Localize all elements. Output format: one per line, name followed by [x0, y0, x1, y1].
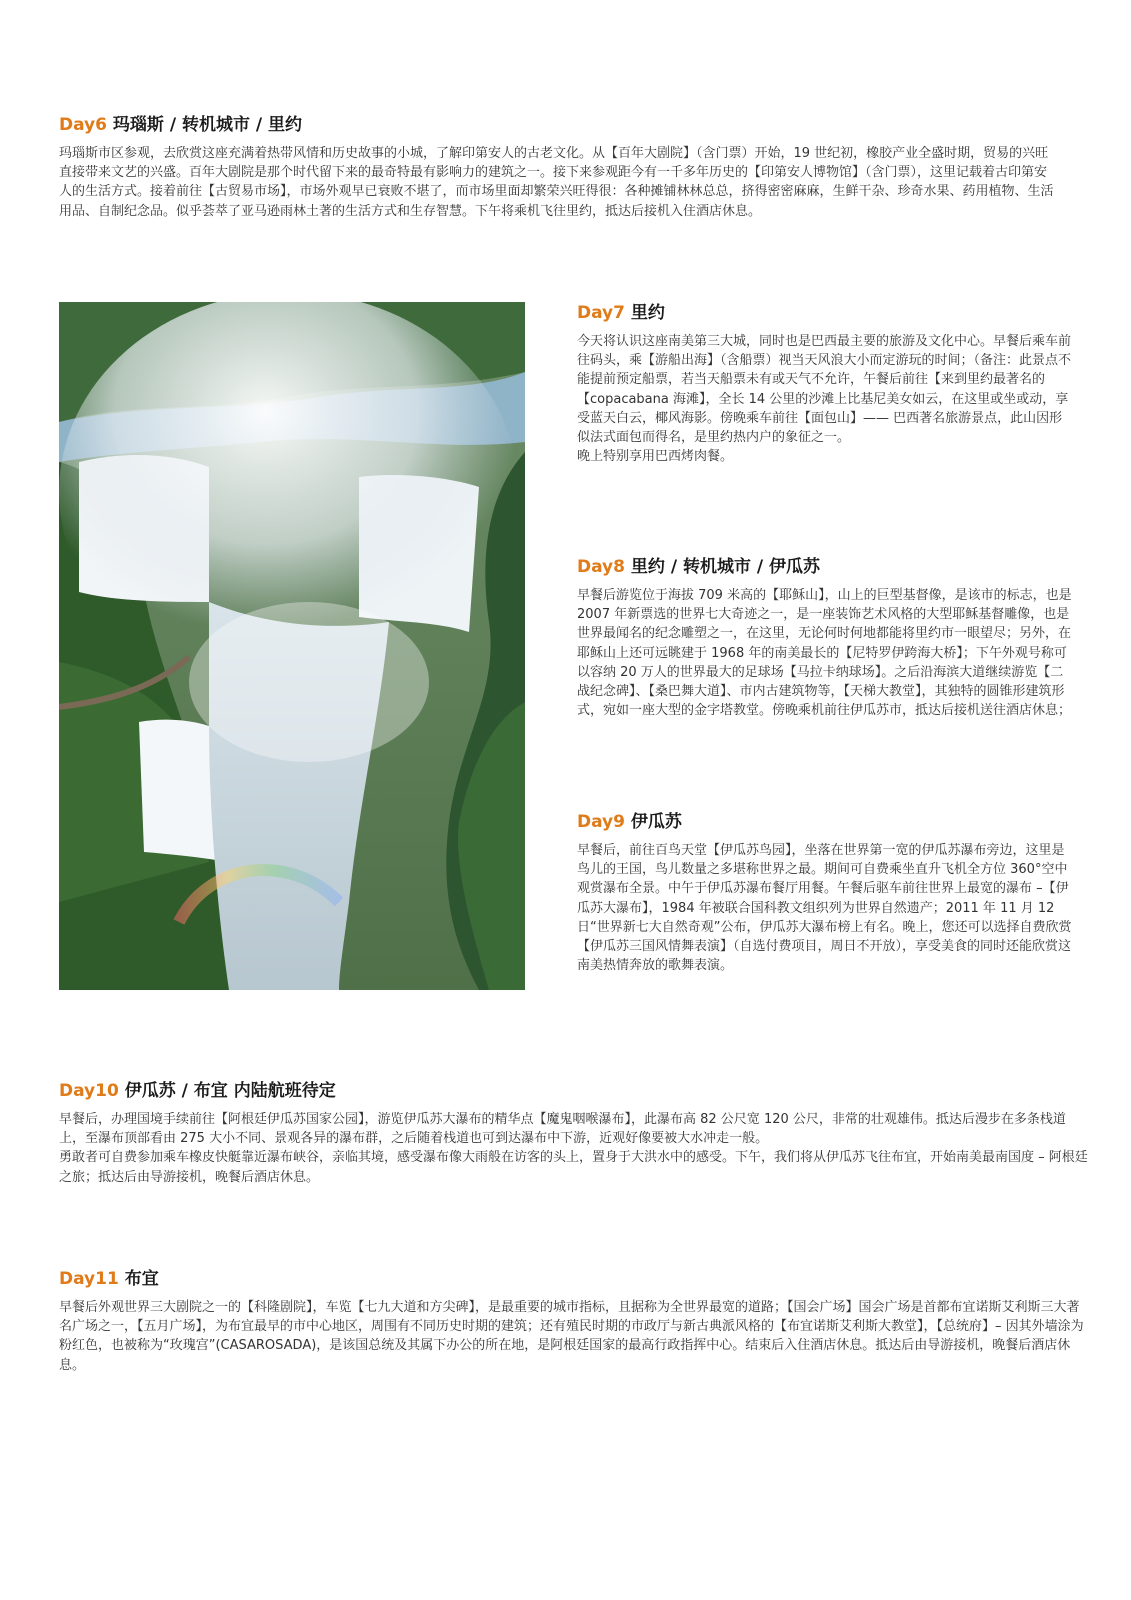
- day8-text: 早餐后游览位于海拔 709 米高的【耶稣山】，山上的巨型基督像，是该市的标志，也是 2007 年新票选的世界七大奇迹之一，是一座装饰艺术风格的大型耶稣基督雕像，也是世界最闻名的纪念雕塑之一，在这里，无论何时何地都能将里约市一眼望尽；另外，在耶稣山上还可远眺建于 1968 年的南美最长的【尼特罗伊跨海大桥】；下午外观号称可以容纳 20 万人的世界最大的足球场【马拉卡纳球场】。之后沿海滨大道继续游览【二战纪念碑】、【桑巴舞大道】、市内古建筑物等，【天梯大教堂】，其独特的圆锥形建筑形式，宛如一座大型的金字塔教堂。傍晚乘机前往伊瓜苏市，抵达后接机送往酒店休息；: [577, 588, 1072, 719]
- day6-title: 玛瑙斯 / 转机城市 / 里约: [112, 115, 302, 135]
- day8-label: Day8: [577, 557, 625, 577]
- day11-heading: [59, 1268, 1089, 1290]
- day10-heading: [59, 1080, 1089, 1102]
- day10-label: Day10: [59, 1081, 119, 1101]
- day11-title: 布宜: [124, 1269, 159, 1289]
- day9-label: Day9: [577, 812, 625, 832]
- day7-label: Day7: [577, 303, 625, 323]
- day10-text: 早餐后，办理国境手续前往【阿根廷伊瓜苏国家公园】，游览伊瓜苏大瀑布的精华点【魔鬼咽喉瀑布】，此瀑布高 82 公尺宽 120 公尺，非常的壮观雄伟。抵达后漫步在多条栈道上，至瀑布顶部看由 275 大小不同、景观各异的瀑布群，之后随着栈道也可到达瀑布中下游，近观好像要被大水冲走一般。: [59, 1112, 1066, 1147]
- day10-section: [59, 1080, 1089, 1187]
- day7-section: [577, 302, 1072, 466]
- day7-text-dinner: 晚上特别享用巴西烤肉餐。: [577, 449, 734, 465]
- day8-section: [577, 556, 1072, 720]
- day9-heading: [577, 811, 1072, 833]
- day7-heading: [577, 302, 1072, 324]
- day11-text: 早餐后外观世界三大剧院之一的【科隆剧院】，车览【七九大道和方尖碑】，是最重要的城市指标，且据称为全世界最宽的道路；【国会广场】国会广场是首都布宜诺斯艾利斯三大著名广场之一，【五月广场】，为布宜最早的市中心地区，周围有不同历史时期的建筑；还有殖民时期的市政厅与新古典派风格的【布宜诺斯艾利斯大教堂】，【总统府】– 因其外墙涂为粉红色，也被称为“玫瑰宫”(CASAROSADA)，是该国总统及其属下办公的所在地，是阿根廷国家的最高行政指挥中心。结束后入住酒店休息。抵达后由导游接机，晚餐后酒店休息。: [59, 1300, 1084, 1373]
- day8-title: 里约 / 转机城市 / 伊瓜苏: [630, 557, 820, 577]
- day7-title: 里约: [630, 303, 665, 323]
- day7-text: 今天将认识这座南美第三大城，同时也是巴西最主要的旅游及文化中心。早餐后乘车前往码头，乘【游船出海】（含船票）视当天风浪大小而定游玩的时间；（备注：此景点不能提前预定船票，若当天船票未有或天气不允许，午餐后前往【来到里约最著名的【copacabana 海滩】，全长 14 公里的沙滩上比基尼美女如云，在这里或坐或动，享受蓝天白云，椰风海影。傍晚乘车前往【面包山】—— 巴西著名旅游景点，此山因形似法式面包而得名，是里约热内户的象征之一。: [577, 334, 1072, 446]
- day6-label: Day6: [59, 115, 107, 135]
- day9-section: [577, 811, 1072, 975]
- day10-title: 伊瓜苏 / 布宜 内陆航班待定: [124, 1081, 336, 1101]
- day9-title: 伊瓜苏: [630, 812, 682, 832]
- day11-section: [59, 1268, 1089, 1375]
- day6-text: 玛瑙斯市区参观，去欣赏这座充满着热带风情和历史故事的小城，了解印第安人的古老文化。从【百年大剧院】（含门票）开始，19 世纪初，橡胶产业全盛时期，贸易的兴旺直接带来文艺的兴盛。百年大剧院是那个时代留下来的最奇特最有影响力的建筑之一。接下来参观距今有一千多年历史的【印第安人博物馆】（含门票），这里记载着古印第安人的生活方式。接着前往【古贸易市场】，市场外观早已衰败不堪了，而市场里面却繁荣兴旺得很：各种摊铺林林总总，挤得密密麻麻，生鲜干杂、珍奇水果、药用植物、生活用品、自制纪念品。似乎荟萃了亚马逊雨林土著的生活方式和生存智慧。下午将乘机飞往里约，抵达后接机入住酒店休息。: [59, 146, 1054, 219]
- day11-label: Day11: [59, 1269, 119, 1289]
- day8-heading: [577, 556, 1072, 578]
- day9-text: 早餐后，前往百鸟天堂【伊瓜苏鸟园】，坐落在世界第一宽的伊瓜苏瀑布旁边，这里是鸟儿的王国，鸟儿数量之多堪称世界之最。期间可自费乘坐直升飞机全方位 360°空中观赏瀑布全景。中午于伊瓜苏瀑布餐厅用餐。午餐后驱车前往世界上最宽的瀑布 –【伊瓜苏大瀑布】，1984 年被联合国科教文组织列为世界自然遗产；2011 年 11 月 12 日“世界新七大自然奇观”公布，伊瓜苏大瀑布榜上有名。晚上，您还可以选择自费欣赏【伊瓜苏三国风情舞表演】（自选付费项目，周日不开放），享受美食的同时还能欣赏这南美热情奔放的歌舞表演。: [577, 843, 1072, 974]
- day6-section: [59, 114, 1059, 221]
- day6-heading: [59, 114, 1059, 136]
- day10-text-afternoon: 勇敢者可自费参加乘车橡皮快艇靠近瀑布峡谷，亲临其境，感受瀑布像大雨般在访客的头上，置身于大洪水中的感受。下午，我们将从伊瓜苏飞往布宜，开始南美最南国度 – 阿根廷之旅；抵达后由导游接机，晚餐后酒店休息。: [59, 1150, 1088, 1185]
- iguazu-falls-photo: [59, 302, 525, 990]
